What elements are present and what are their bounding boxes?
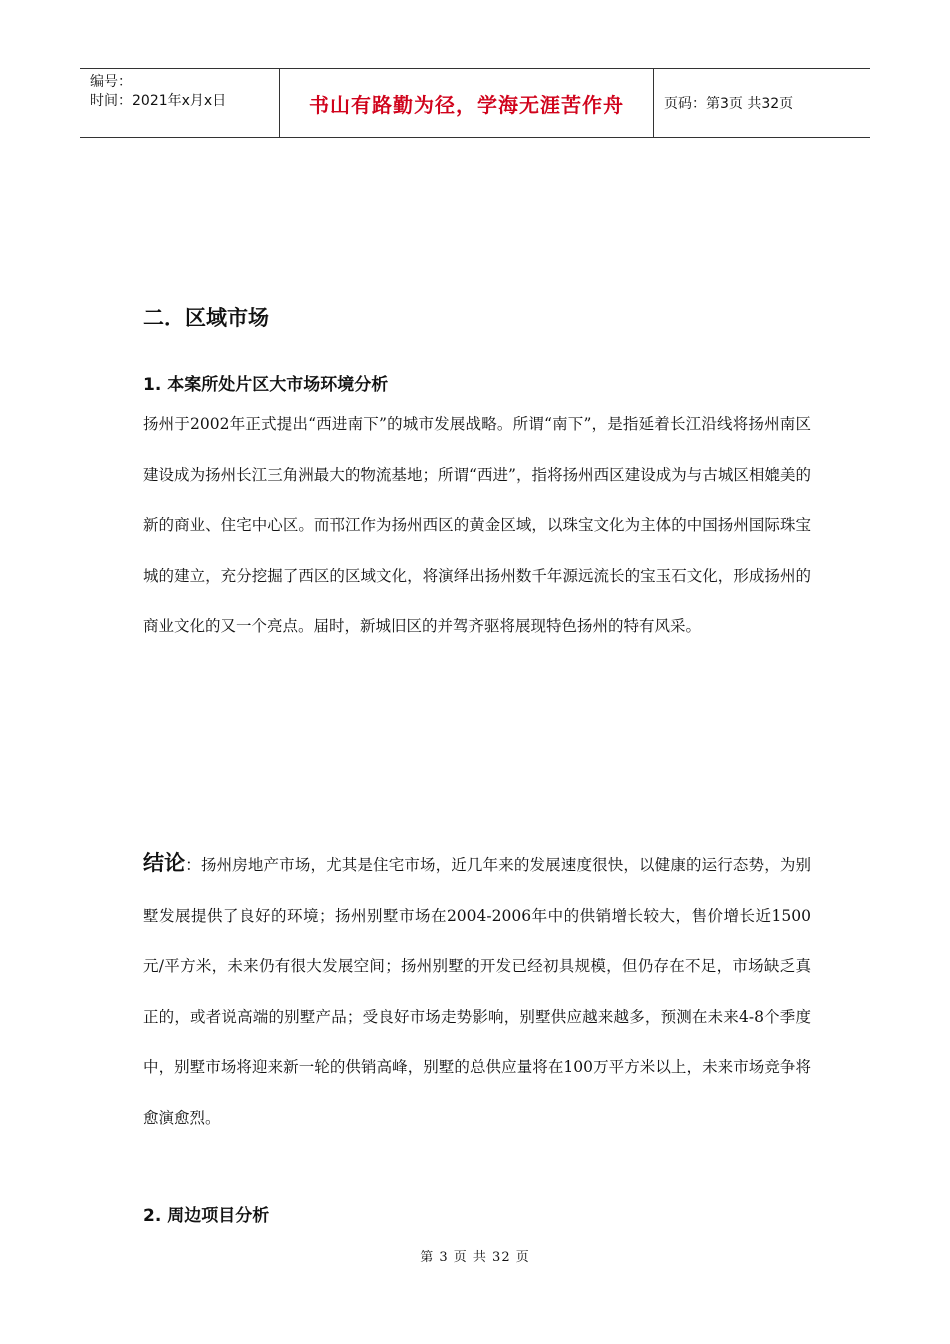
section-title: 二．区域市场 <box>143 306 269 330</box>
document-date-label: 时间：2021年x月x日 <box>90 93 227 109</box>
subsection-title-market-analysis: 1. 本案所处片区大市场环境分析 <box>143 375 389 395</box>
page-footer: 第 3 页 共 32 页 <box>420 1250 530 1265</box>
header-page-info: 页码：第3页 共32页 <box>664 96 794 112</box>
header-meta <box>80 69 280 137</box>
page-header <box>80 68 870 138</box>
subsection-title-surrounding-projects: 2. 周边项目分析 <box>143 1206 270 1226</box>
header-motto: 书山有路勤为径，学海无涯苦作舟 <box>280 69 654 137</box>
conclusion-text: ：扬州房地产市场，尤其是住宅市场，近几年来的发展速度很快，以健康的运行态势，为别墅发展提供了良好的环境；扬州别墅市场在2004-2006年中的供销增长较大，售价增长近1500元/平方米，未来仍有很大发展空间；扬州别墅的开发已经初具规模，但仍存在不足，市场缺乏真正的，或者说高端的别墅产品；受良好市场走势影响，别墅供应越来越多，预测在未来4-8个季度中，别墅市场将迎来新一轮的供销高峰，别墅的总供应量将在100万平方米以上，未来市场竞争将愈演愈烈。 <box>143 856 811 1127</box>
document-number-label: 编号： <box>90 74 132 90</box>
conclusion-paragraph <box>143 838 811 1143</box>
conclusion-label: 结论 <box>143 851 186 875</box>
market-analysis-paragraph: 扬州于2002年正式提出“西进南下”的城市发展战略。所谓“南下”，是指延着长江沿线将扬州南区建设成为扬州长江三角洲最大的物流基地；所谓“西进”，指将扬州西区建设成为与古城区相媲美的新的商业、住宅中心区。而邗江作为扬州西区的黄金区域，以珠宝文化为主体的中国扬州国际珠宝城的建立，充分挖掘了西区的区域文化，将演绎出扬州数千年源远流长的宝玉石文化，形成扬州的商业文化的又一个亮点。届时，新城旧区的并驾齐驱将展现特色扬州的特有风采。 <box>143 415 811 635</box>
